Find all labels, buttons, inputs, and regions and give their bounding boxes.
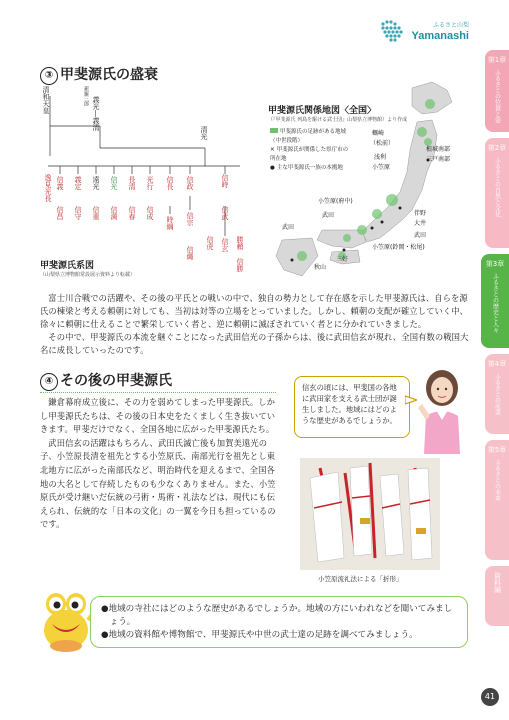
tab-label: 第5章	[487, 446, 507, 454]
family-node: 遠光	[92, 176, 100, 190]
paragraph: 鎌倉幕府成立後に、その力を弱めてしまった甲斐源氏。しかし甲斐源氏たちは、その後の日本史をたくましく生き抜いていきます。甲斐だけでなく、全国各地に広がった甲斐源氏たち。	[40, 397, 276, 435]
tab-sub: ふるさとの歴史と人々	[491, 273, 499, 333]
family-tree	[40, 86, 250, 286]
family-node: 信義	[56, 176, 64, 190]
map-place: 浅利	[374, 154, 387, 161]
map-place: 小笠原(鈴岡・松尾)	[372, 244, 425, 251]
section4-divider	[40, 392, 276, 393]
family-node: 信守	[74, 206, 82, 220]
section3-body	[40, 292, 470, 357]
tab-chapter-1[interactable]	[485, 50, 509, 132]
map-place: 武田	[282, 224, 295, 231]
family-tree-source: （山梨県立博物館常設展示資料より転載）	[40, 272, 136, 278]
family-node: 信長	[166, 176, 174, 190]
family-node: 清光	[200, 126, 208, 140]
page-number: 41	[481, 688, 499, 706]
family-node: 信政	[186, 176, 194, 190]
tab-chapter-3[interactable]	[481, 254, 509, 348]
yamanashi-dot-map-icon	[379, 18, 407, 50]
family-node: 信成	[146, 206, 154, 220]
section4-body	[40, 396, 276, 532]
family-node: 信満	[110, 206, 118, 220]
family-node: 長清	[128, 176, 136, 190]
tab-chapter-4[interactable]	[485, 354, 509, 434]
speech-bubble	[294, 376, 410, 438]
map-place: 小笠原	[372, 164, 391, 171]
section3-number: ③	[40, 67, 58, 85]
frog-mascot-icon	[40, 590, 94, 654]
map-place: 三好	[336, 256, 349, 263]
map-legend	[270, 128, 350, 173]
map-place: 伴野	[414, 210, 427, 217]
family-node: 信虎	[206, 236, 214, 250]
family-node: 信重	[92, 206, 100, 220]
legend-item: ● 主な甲斐源氏一族の本拠地	[270, 165, 343, 171]
tab-label: 第3章	[485, 260, 505, 268]
family-node: 信玄	[221, 238, 229, 252]
family-tree-title: 甲斐源氏系図	[40, 261, 95, 271]
legend-item: 甲斐源氏の足跡がある地域（中世段階）	[270, 129, 347, 144]
origata-image	[300, 458, 440, 570]
family-node: 信光	[110, 176, 118, 190]
tab-sub: ふるさとの未来	[493, 459, 501, 501]
map-place: 根城南部	[426, 146, 451, 153]
tab-appendix[interactable]	[485, 566, 509, 626]
task-item: ●地域の資料館や博物館で、甲斐源氏や中世の武士達の足跡を調べてみましょう。	[101, 630, 418, 640]
tab-label: 第2章	[487, 144, 507, 152]
map-place: 小笠原(府中)	[318, 198, 353, 205]
section4-title-text: その後の甲斐源氏	[60, 373, 172, 389]
paragraph: その中で、甲斐源氏の本流を継ぐことになった武田信光の子孫からは、後に武田信玄が現れ、全国有数の戦国大名に成長していったのです。	[40, 332, 469, 355]
map-place: 蠣崎	[372, 130, 385, 137]
speech-bubble-text: 信玄の頃には、甲斐国の各地に武田家を支える武士団が誕生しました。地域にはどのような歴史があるでしょうか。	[302, 383, 397, 425]
paragraph: 富士川合戦での活躍や、その後の平氏との戦いの中で、独自の勢力として存在感を示した甲斐源氏は、自らを源氏の棟梁と考える頼朝に対しても、当初は対等の立場をとっていました。しかし、頼朝の支配が確立していく中、徐々に頼朝に仕えることで繁栄していく者と、逆に頼朝に滅ぼされていく者とに分かれていきました。	[40, 293, 469, 329]
map-place-sub: （松前）	[370, 140, 395, 147]
tab-sub: ふるさとの自然と文化	[493, 157, 501, 217]
tab-label: 第4章	[487, 360, 507, 368]
family-node: 清和天皇	[42, 86, 50, 114]
task-item: ●地域の寺社にはどのような歴史があるでしょうか。地域の方にいわれなどを聞いてみましょう。	[101, 604, 453, 627]
map-place: 三戸南部	[426, 156, 451, 163]
family-node: 信縄	[186, 246, 194, 260]
tab-chapter-5[interactable]	[485, 440, 509, 560]
learning-tasks-box	[90, 596, 468, 648]
family-tree-lines	[40, 86, 250, 286]
family-node: 信昌	[56, 206, 64, 220]
teacher-illustration-icon	[414, 368, 470, 454]
family-node: 信武	[221, 206, 229, 220]
yamanashi-logo	[379, 18, 469, 54]
family-node: 信春	[128, 206, 136, 220]
family-node: 光行	[146, 176, 154, 190]
map-source: （『甲斐源氏 列島を駆ける武士団』山梨県立博物館）より作成	[268, 117, 408, 123]
map-place: 武田	[322, 212, 335, 219]
header-brand: Yamanashi	[411, 30, 469, 42]
photo-caption: 小笠原流礼法による「折形」	[318, 575, 403, 583]
tab-sub: ふるさとの位置と姿	[493, 69, 501, 123]
paragraph: 武田信玄の活躍はもちろん、武田氏滅亡後も加賀美遠光の子、小笠原長清を祖先とする小笠原氏、南部光行を祖先とし東北地方に広がった南部氏など、明治時代を迎えるまで、全国各地の大名として存続したものも少なくありません。また、小笠原氏が受け継いだ伝統の弓術・馬術・礼法などは、現代にも伝えられ、伝統的な「日本の文化」の一翼を今日も担っているのです。	[40, 437, 276, 530]
tab-chapter-2[interactable]	[485, 138, 509, 248]
family-node: 新羅三郎	[83, 86, 89, 106]
section4-title	[40, 370, 172, 391]
family-node: 信時	[221, 174, 229, 188]
tab-sub: ふるさとの産業	[493, 373, 501, 415]
family-node: 義光―義清	[92, 96, 100, 131]
tab-label: 第1章	[487, 56, 507, 64]
tab-label: 資料編	[493, 572, 502, 593]
family-node: 信宗	[186, 212, 194, 226]
map-place: 武田	[414, 232, 427, 239]
map-place: 大井	[414, 220, 427, 227]
family-node: 勝頼	[236, 236, 244, 250]
section3-title	[40, 64, 158, 85]
family-node: 逸見光長	[44, 174, 52, 202]
map-title: 甲斐源氏関係地図〈全国〉	[268, 106, 377, 116]
map-place: 秋山	[314, 264, 327, 271]
section3-title-text: 甲斐源氏の盛衰	[60, 67, 158, 83]
family-node: 義定	[74, 176, 82, 190]
section4-number: ④	[40, 373, 58, 391]
family-node: 時綱	[166, 216, 174, 230]
legend-item: ✕ 甲斐源氏が関係した県庁市の所在地	[270, 147, 349, 162]
origata-photo	[300, 458, 440, 570]
family-node: 信勝	[236, 258, 244, 272]
header-subtitle: ふるさと山梨	[432, 22, 469, 29]
